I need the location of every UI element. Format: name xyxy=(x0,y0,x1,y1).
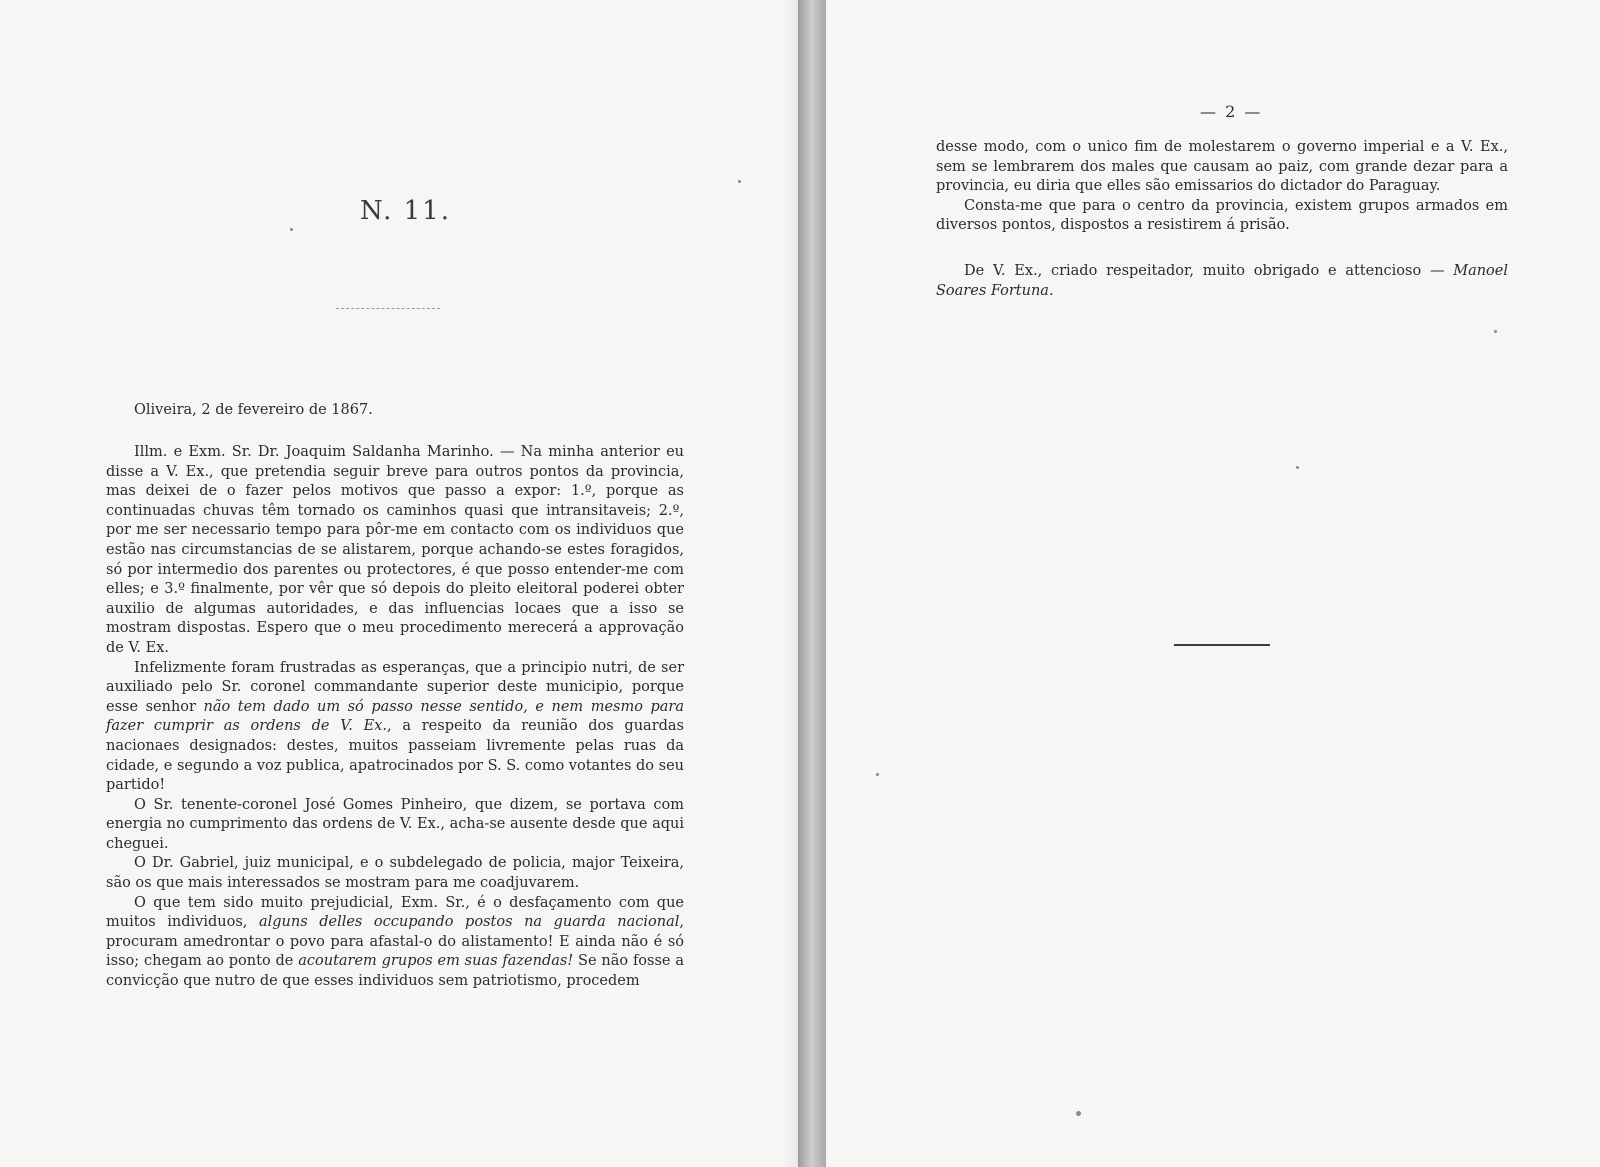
left-page xyxy=(0,0,798,1167)
book-gutter xyxy=(798,0,826,1167)
signature-line xyxy=(936,262,1508,301)
text-run: Infelizmente foram frustradas as esperanças, que a principio nutri, de ser auxiliado pelo Sr. coronel commandante superior deste municipio, porque esse senhor xyxy=(106,659,684,715)
paper-speck xyxy=(1076,1111,1081,1116)
text-run: Illm. e Exm. Sr. Dr. Joaquim Saldanha Marinho. — Na minha anterior eu disse a V. Ex., que pretendia seguir breve para outros pontos da provincia, mas deixei de o fazer pelos motivos que passo a expor: 1.º, porque as continuadas chuvas têm tornado os caminhos quasi que intransitaveis; 2.º, por me ser necessario tempo para pôr-me em contacto com os individuos que estão nas circumstancias de se alistarem, porque achando-se estes foragidos, só por intermedio dos parentes ou protectores, é que posso entender-me com elles; e 3.º finalmente, por vêr que só depois do pleito eleitoral poderei obter auxilio de algumas autoridades, e das influencias locaes que a isso se mostram dispostas. Espero que o meu procedimento merecerá a approvação de V. Ex. xyxy=(106,444,684,656)
signature-text: De V. Ex., criado respeitador, muito obrigado e attencioso — xyxy=(964,263,1454,279)
paragraph-gabriel xyxy=(106,854,684,893)
paragraph-armed-groups: Consta-me que para o centro da provincia, existem grupos armados em diversos pontos, dispostos a resistirem á prisão. xyxy=(936,197,1508,234)
signature-block xyxy=(936,262,1508,301)
paragraph-salutation xyxy=(106,443,684,659)
gutter-shadow xyxy=(780,0,798,1167)
paper-speck xyxy=(738,180,741,183)
signature-name: Manoel Soares Fortuna. xyxy=(936,263,1508,299)
paragraph-commander xyxy=(106,659,684,796)
letter-continuation xyxy=(936,138,1508,236)
text-run: O Dr. Gabriel, juiz municipal, e o subdelegado de policia, major Teixeira, são os que mais interessados se mostram para me coadjuvarem. xyxy=(106,855,684,892)
text-run: , procuram amedrontar o povo para afastal-o do alistamento! E ainda não é só isso; chegam ao ponto de xyxy=(106,914,684,970)
paragraph-prejudicial xyxy=(106,894,684,992)
paper-speck xyxy=(290,228,293,231)
italic-run: não tem dado um só passo nesse sentido, e nem mesmo para fazer cumprir as ordens de V. Ex. xyxy=(106,698,685,735)
paper-speck xyxy=(1494,330,1497,333)
page-number: — 2 — xyxy=(1200,102,1263,121)
text-run: O que tem sido muito prejudicial, Exm. Sr., é o desfaçamento com que muitos individuos, xyxy=(106,894,684,931)
italic-run: acoutarem grupos em suas fazendas! xyxy=(298,953,574,970)
faint-divider xyxy=(336,308,440,309)
italic-run: alguns delles occupando postos na guarda nacional xyxy=(258,914,680,931)
paragraph-pinheiro xyxy=(106,796,684,855)
text-run: O Sr. tenente-coronel José Gomes Pinheiro, que dizem, se portava com energia no cumprimento das ordens de V. Ex., acha-se ausente desde que aqui cheguei. xyxy=(106,796,684,852)
text-run: Se não fosse a convicção que nutro de que esses individuos sem patriotismo, procedem xyxy=(106,953,684,990)
dateline: Oliveira, 2 de fevereiro de 1867. xyxy=(134,402,373,418)
document-number: N. 11. xyxy=(360,196,451,226)
text-run: , a respeito da reunião dos guardas nacionaes designados: destes, muitos passeiam livremente pelas ruas da cidade, e segundo a voz publica, apatrocinados por S. S. como votantes do seu partido! xyxy=(106,718,684,794)
letter-body xyxy=(106,443,684,992)
paper-speck xyxy=(1296,466,1299,469)
paper-speck xyxy=(876,773,879,776)
closing-rule xyxy=(1174,644,1270,646)
paragraph-continuation: desse modo, com o unico fim de molestarem o governo imperial e a V. Ex., sem se lembrarem dos males que causam ao paiz, com grande dezar para a provincia, eu diria que elles são emissarios do dictador do Paraguay. xyxy=(936,139,1508,195)
